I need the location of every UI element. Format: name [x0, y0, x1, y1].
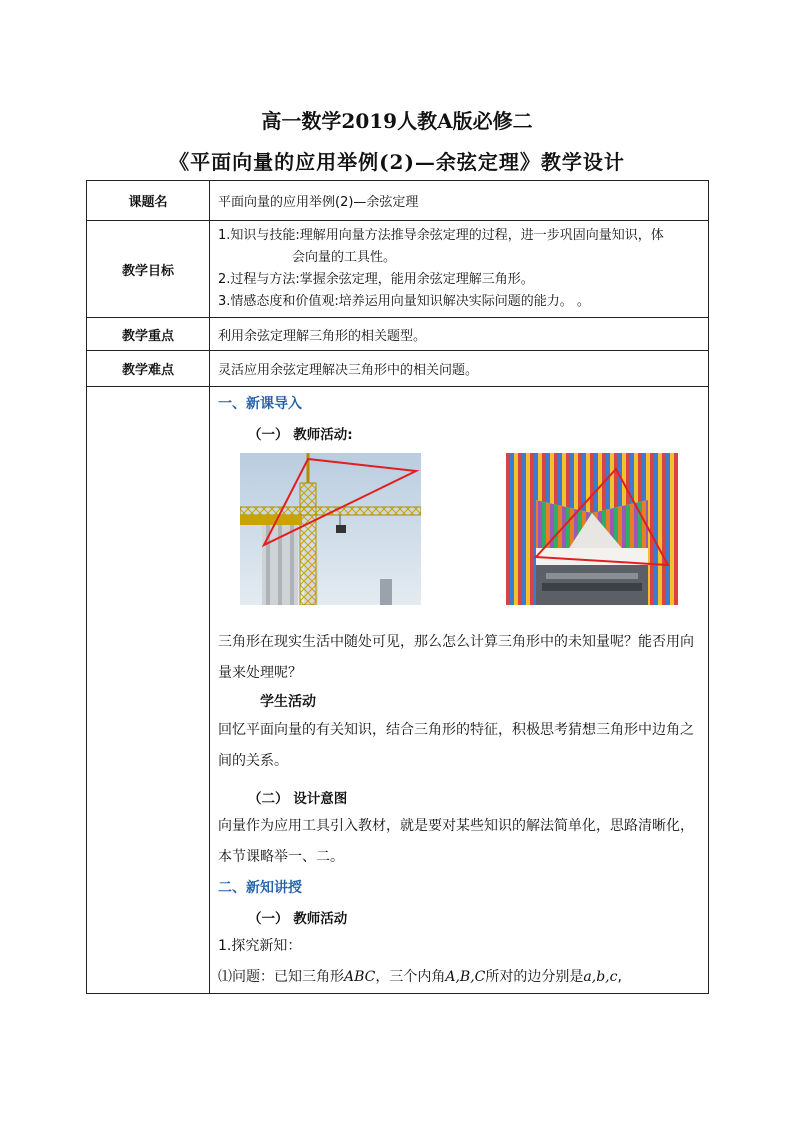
goal-2: 2.过程与方法:掌握余弦定理，能用余弦定理解三角形。 [218, 272, 534, 287]
value-key-point: 利用余弦定理解三角形的相关题型。 [210, 318, 709, 351]
process-content [210, 387, 709, 994]
value-topic: 平面向量的应用举例(2)—余弦定理 [210, 181, 709, 221]
design-intent-paragraph: 向量作为应用工具引入教材，就是要对某些知识的解法简单化，思路清晰化，本节课略举一、二。 [218, 818, 694, 865]
teacher-activity-heading: （一） 教师活动: [248, 427, 353, 443]
intro-paragraph: 三角形在现实生活中随处可见，那么怎么计算三角形中的未知量呢？能否用向量来处理呢？ [218, 634, 694, 681]
student-activity-paragraph: 回忆平面向量的有关知识，结合三角形的特征，积极思考猜想三角形中边角之间的关系。 [218, 722, 694, 769]
angle-names: A,B,C [445, 969, 486, 985]
explore-heading: 1.探究新知： [218, 938, 302, 954]
table-row-topic [87, 181, 709, 221]
value-difficulty: 灵活应用余弦定理解决三角形中的相关问题。 [210, 351, 709, 387]
doc-title-line2: 《平面向量的应用举例(2)—余弦定理》教学设计 [169, 150, 625, 174]
lesson-plan-table [86, 180, 709, 994]
student-activity-heading: 学生活动 [260, 694, 316, 710]
section-new-knowledge: 二、新知讲授 [218, 880, 302, 896]
design-intent-heading: （二） 设计意图 [248, 791, 348, 807]
label-topic: 课题名 [87, 181, 210, 221]
question-end: , [617, 969, 622, 985]
goal-3: 3.情感态度和价值观:培养运用向量知识解决实际问题的能力。 。 [218, 294, 590, 309]
question-mid2: 所对的边分别是 [485, 969, 584, 985]
process-label-empty [87, 387, 210, 994]
question-prefix: ⑴问题：已知三角形 [218, 969, 344, 985]
label-goals: 教学目标 [87, 221, 210, 318]
value-goals [210, 221, 709, 318]
crane-photo [240, 453, 421, 605]
label-key-point: 教学重点 [87, 318, 210, 351]
question-line [218, 962, 700, 993]
doc-title-line1: 高一数学2019人教A版必修二 [261, 109, 533, 133]
table-row-difficulty [87, 351, 709, 387]
photo-row [218, 453, 700, 617]
label-difficulty: 教学难点 [87, 351, 210, 387]
teacher-activity-heading-2: （一） 教师活动 [248, 911, 348, 927]
side-names: a,b,c [583, 969, 618, 985]
triangle-name: ABC [344, 969, 376, 985]
table-row-goals [87, 221, 709, 318]
goal-1-cont: 会向量的工具性。 [292, 250, 397, 265]
goal-1: 1.知识与技能:理解用向量方法推导余弦定理的过程，进一步巩固向量知识，体 [218, 228, 664, 243]
library-photo [506, 453, 678, 605]
table-row-key-point [87, 318, 709, 351]
question-mid: ，三个内角 [375, 969, 446, 985]
section-new-lesson-intro: 一、新课导入 [218, 396, 302, 412]
table-row-process [87, 387, 709, 994]
